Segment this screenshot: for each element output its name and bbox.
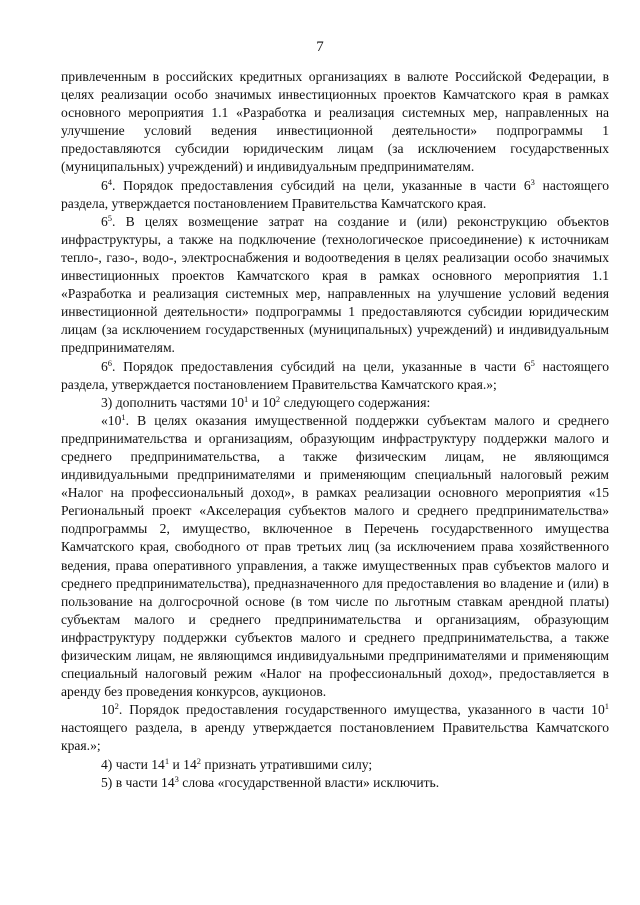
text-run: настоящего раздела, утверждается постановлением Правительства Камчатского края.»;: [61, 358, 609, 392]
superscript-index: 1: [604, 701, 609, 712]
superscript-index: 5: [530, 357, 535, 368]
text-run: . Порядок предоставления государственного имущества, указанного в части 10: [118, 702, 605, 718]
text-run: 4) части 14: [101, 756, 165, 772]
text-run: . В целях возмещение затрат на создание и (или) реконструкцию объектов инфраструктуры, а также на подключение (технологическое присоединение) к источникам тепло-, газо-, водо-, электроснабжения и водоотведения в целях реализации особо значимых инвестиционных проектов Камчатского края в рамках основного мероприятия 1.1 «Разработка и реализация системных мер, направленных на улучшение условий ведения инвестиционной деятельности» подпрограммы 1 предоставляются субсидии юридическим лицам (за исключением государственных (муниципальных) учреждений) и индивидуальным предпринимателям.: [61, 213, 609, 356]
text-run: . В целях оказания имущественной поддержки субъектам малого и среднего предпринимательства и организациям, образующим инфраструктуру поддержки малого и среднего предпринимательства, а также физическим лицам, не являющимся индивидуальными предпринимателями и применяющим специальный налоговый режим «Налог на профессиональный доход», в рамках реализации основного мероприятия «15 Региональный проект «Акселерация субъектов малого и среднего предпринимательства» подпрограммы 2, имущество, включенное в Перечень государственного имущества Камчатского края, свободного от прав третьих лиц (за исключением права хозяйственного ведения, права оперативного управления, а также имущественных прав субъектов малого и среднего предпринимательства), предназначенного для предоставления во владение и (или) в пользование на долгосрочной основе (в том числе по льготным ставкам арендной платы) субъектам малого и среднего предпринимательства и организациям, образующим инфраструктуру поддержки субъектов малого и среднего предпринимательства, а также физическим лицам, не являющимся индивидуальными предпринимателями и применяющим специальный налоговый режим «Налог на профессиональный доход», предоставляется в аренду без проведения конкурсов, аукционов.: [61, 412, 609, 700]
page-number: 7: [316, 39, 324, 55]
text-run: . Порядок предоставления субсидий на цели, указанные в части 6: [112, 358, 531, 374]
superscript-index: 4: [107, 176, 113, 187]
superscript-index: 1: [121, 411, 126, 422]
text-run: 6: [101, 358, 108, 374]
text-run: следующего содержания:: [280, 394, 431, 410]
superscript-index: 3: [174, 773, 179, 784]
text-run: и 14: [169, 756, 197, 772]
text-run: признать утратившими силу;: [201, 756, 373, 772]
superscript-index: 2: [275, 393, 281, 404]
superscript-index: 2: [114, 701, 119, 712]
text-run: и 10: [248, 394, 276, 410]
paragraph-item-5: [61, 774, 609, 792]
text-run: . Порядок предоставления субсидий на цели, указанные в части 6: [112, 177, 531, 193]
text-run: настоящего раздела, утверждается постановлением Правительства Камчатского края.: [61, 177, 609, 211]
paragraph-10-1: [61, 412, 609, 702]
paragraph-6-6: [61, 358, 609, 394]
text-run: привлеченным в российских кредитных организациях в валюте Российской Федерации, в целях реализации особо значимых инвестиционных проектов Камчатского края в рамках основного мероприятия 1.1 «Разработка и реализация системных мер, направленных на улучшение условий ведения инвестиционной деятельности» подпрограммы 1 предоставляются субсидии юридическим лицам (за исключением государственных (муниципальных) учреждений) и индивидуальным предпринимателям.: [61, 69, 609, 175]
superscript-index: 3: [530, 176, 535, 187]
text-run: слова «государственной власти» исключить.: [178, 774, 440, 790]
paragraph-item-3: [61, 394, 609, 412]
paragraph-continuation: [61, 68, 609, 177]
text-run: «10: [101, 412, 122, 428]
paragraph-item-4: [61, 756, 609, 774]
paragraph-6-4: [61, 177, 609, 213]
text-run: настоящего раздела, в аренду утверждается постановлением Правительства Камчатского края.»;: [61, 720, 609, 754]
text-run: 6: [101, 213, 108, 229]
text-run: 5) в части 14: [101, 774, 175, 790]
text-run: 10: [101, 702, 115, 718]
paragraph-6-5: [61, 213, 609, 358]
document-body: [61, 68, 609, 792]
text-run: 3) дополнить частями 10: [101, 394, 244, 410]
superscript-index: 2: [196, 755, 202, 766]
paragraph-10-2: [61, 701, 609, 755]
superscript-index: 1: [164, 755, 170, 766]
superscript-index: 5: [107, 212, 113, 223]
superscript-index: 6: [107, 357, 113, 368]
superscript-index: 1: [244, 393, 249, 404]
text-run: 6: [101, 177, 108, 193]
